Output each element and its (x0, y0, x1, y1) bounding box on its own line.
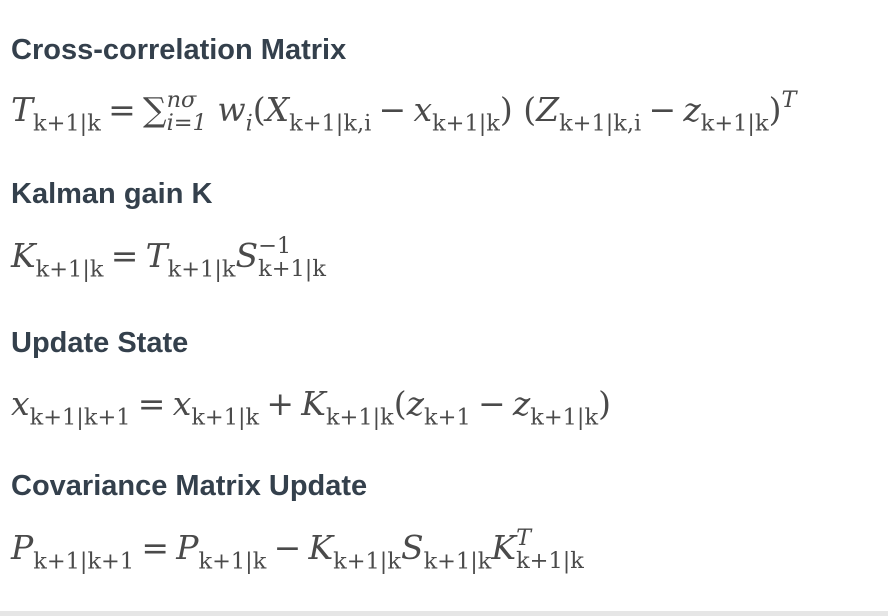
eq-symbol: K (308, 528, 334, 567)
eq-paren: ) (768, 90, 782, 129)
eq-subscript: k+1|k (325, 404, 394, 431)
eq-sum-symbol: ∑ (143, 90, 167, 129)
eq-symbol: X (265, 90, 290, 129)
eq-superscript: T (516, 525, 532, 552)
eq-subscript: k+1|k (191, 404, 260, 431)
eq-symbol: z (406, 384, 425, 423)
eq-operator: − (648, 90, 677, 129)
equation-kalman-gain (11, 233, 326, 283)
eq-subscript: k+1|k (198, 548, 267, 575)
eq-operator: − (477, 384, 506, 423)
s-scripts (258, 235, 326, 280)
eq-symbol: K (491, 528, 517, 567)
eq-symbol: T (11, 90, 34, 129)
section-heading-update-state: Update State (11, 327, 189, 359)
eq-symbol: S (400, 528, 424, 567)
eq-subscript: k+1|k,i (559, 110, 642, 137)
eq-subscript: k+1|k (333, 548, 401, 575)
eq-subscript: k+1|k+1 (33, 548, 135, 575)
eq-symbol: P (176, 528, 199, 567)
eq-superscript: −1 (258, 233, 292, 260)
eq-subscript: k+1|k (33, 110, 101, 137)
k-scripts (516, 527, 584, 572)
eq-operator: = (141, 528, 170, 567)
eq-operator: + (266, 384, 295, 423)
sum-lower-limit: i=1 (166, 109, 207, 136)
eq-symbol: T (145, 236, 168, 275)
eq-operator: = (110, 236, 139, 275)
equation-update-state (11, 382, 611, 431)
sum-limits (167, 89, 207, 134)
section-heading-kalman-gain: Kalman gain K (11, 178, 213, 210)
eq-paren: ( (523, 90, 537, 129)
eq-operator: = (137, 384, 166, 423)
eq-operator: = (108, 90, 136, 129)
eq-symbol: z (683, 90, 701, 129)
eq-subscript: k+1|k (530, 404, 599, 431)
eq-subscript: k+1|k (35, 256, 104, 283)
eq-superscript: T (781, 87, 797, 114)
section-heading-covariance-update: Covariance Matrix Update (11, 470, 368, 502)
eq-symbol: x (11, 384, 30, 423)
eq-paren: ) (598, 384, 611, 423)
eq-operator: − (378, 90, 407, 129)
eq-symbol: w (217, 90, 246, 129)
sum-upper-limit: nσ (166, 87, 197, 114)
eq-symbol: K (301, 384, 326, 423)
eq-symbol: Z (536, 90, 560, 129)
eq-subscript: k+1|k (432, 110, 500, 137)
equation-covariance-update (11, 525, 584, 575)
eq-subscript: k+1 (424, 404, 471, 431)
eq-symbol: x (172, 384, 192, 423)
eq-operator: − (273, 528, 302, 567)
eq-paren: ) (499, 90, 513, 129)
section-heading-cross-correlation: Cross-correlation Matrix (11, 34, 347, 66)
eq-subscript: k+1|k (516, 547, 584, 574)
equation-cross-correlation (11, 87, 797, 137)
eq-symbol: z (512, 384, 531, 423)
eq-subscript: i (245, 110, 253, 137)
eq-subscript: k+1|k (258, 255, 326, 282)
eq-subscript: k+1|k (700, 110, 769, 137)
eq-paren: ( (393, 384, 407, 423)
eq-paren: ( (252, 90, 266, 129)
eq-subscript: k+1|k+1 (29, 404, 131, 431)
eq-symbol: S (235, 236, 259, 275)
eq-subscript: k+1|k (423, 548, 492, 575)
eq-subscript: k+1|k (167, 256, 236, 283)
bottom-divider (0, 611, 888, 616)
eq-symbol: K (11, 236, 36, 275)
eq-symbol: x (413, 90, 433, 129)
eq-symbol: P (11, 528, 34, 567)
eq-subscript: k+1|k,i (289, 110, 372, 137)
